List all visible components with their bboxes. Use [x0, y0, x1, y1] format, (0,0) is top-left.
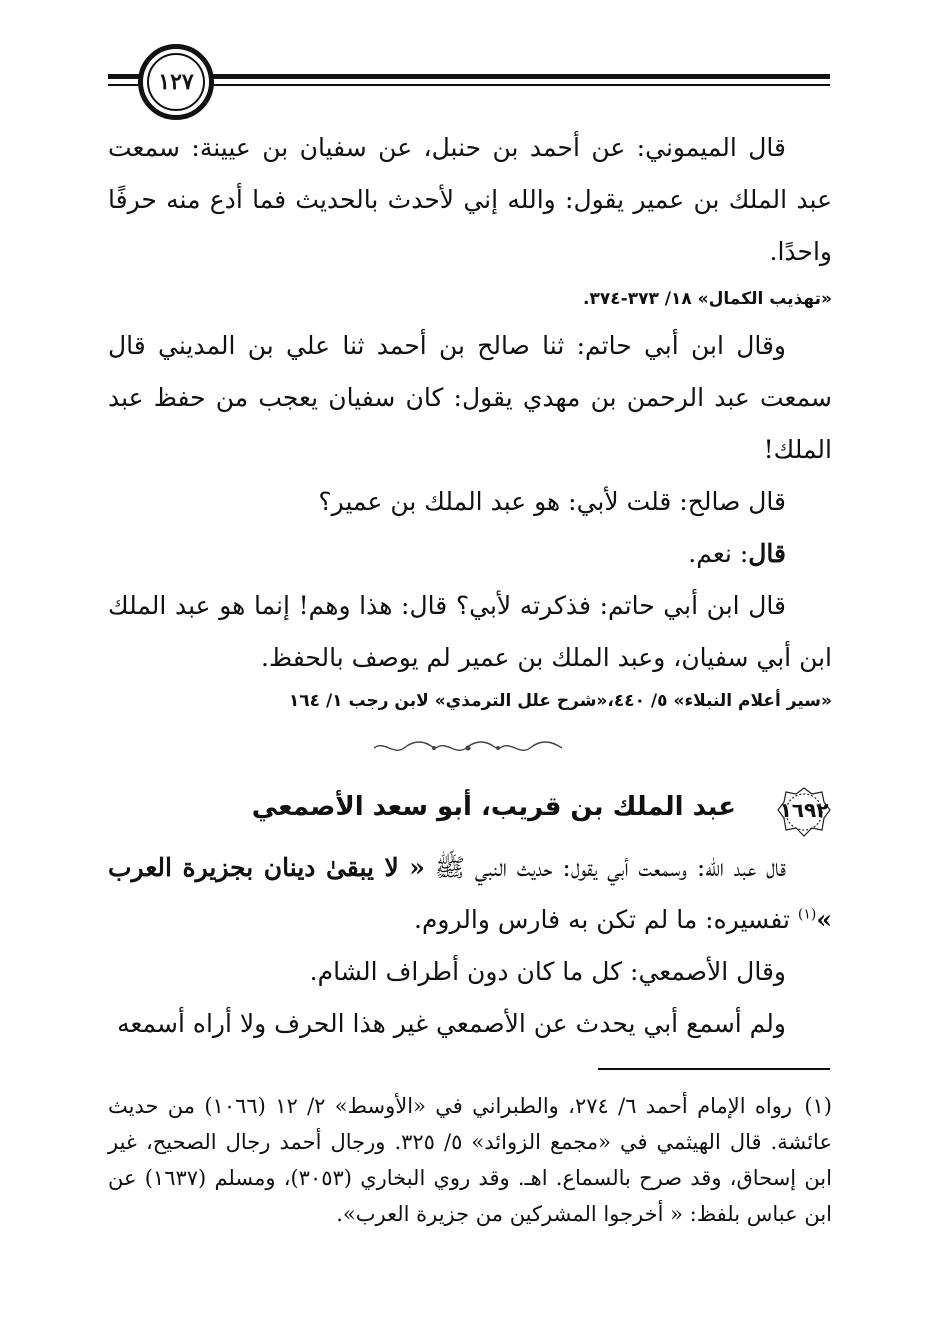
- paragraph-salih: قال صالح: قلت لأبي: هو عبد الملك بن عمير؟: [318, 487, 786, 516]
- footnote-number: (١): [804, 1094, 832, 1118]
- page-number-badge: [138, 44, 214, 120]
- paragraph-answer: [108, 528, 832, 580]
- citation-siyar: «سير أعلام النبلاء» ٥/ ٤٤٠،«شرح علل الترمذي» لابن رجب ١/ ١٦٤: [288, 691, 832, 711]
- citation-tahdhib: «تهذيب الكمال» ١٨/ ٣٧٣-٣٧٤.: [583, 289, 832, 309]
- paragraph-asmai: وقال الأصمعي: كل ما كان دون أطراف الشام.: [309, 957, 786, 986]
- paragraph-last: ولم أسمع أبي يحدث عن الأصمعي غير هذا الحرف ولا أراه أسمعه: [117, 1009, 786, 1038]
- ornament-divider-icon: [370, 740, 566, 756]
- header-rule-thick: [108, 74, 830, 79]
- paragraph-ibn-abi-hatim: وقال ابن أبي حاتم: ثنا صالح بن أحمد ثنا علي بن المديني قال سمعت عبد الرحمن بن مهدي يقول: كان سفيان يعجب من حفظ عبد الملك!: [108, 331, 832, 464]
- footnote-rule: [598, 1068, 830, 1070]
- entry-title: عبد الملك بن قريب، أبو سعد الأصمعي: [251, 792, 736, 822]
- entry-number-badge: [776, 786, 832, 838]
- footnote-text: رواه الإمام أحمد ٦/ ٢٧٤، والطبراني في «الأوسط» ٢/ ١٢ (١٠٦٦) من حديث عائشة. قال الهيثمي في «مجمع الزوائد» ٥/ ٣٢٥. ورجال أحمد رجال الصحيح، غير ابن إسحاق، وقد صرح بالسماع. اهـ. وقد روي البخاري (٣٠٥٣)، ومسلم (١٦٣٧) عن ابن عباس بلفظ: « أخرجوا المشركين من جزيرة العرب».: [108, 1094, 832, 1226]
- footnote: [108, 1088, 832, 1232]
- entry-number: ١٦٩٢: [779, 798, 829, 822]
- header-rule-thin: [108, 84, 830, 86]
- hadith-quote: « لا يبقىٰ دينان بجزيرة العرب »: [108, 853, 832, 934]
- paragraph-maymuni: قال الميموني: عن أحمد بن حنبل، عن سفيان بن عيينة: سمعت عبد الملك بن عمير يقول: والله إني لأحدث بالحديث فما أدع منه حرفًا واحدًا.: [108, 133, 832, 266]
- paragraph-wahm: قال ابن أبي حاتم: فذكرته لأبي؟ قال: هذا وهم! إنما هو عبد الملك ابن أبي سفيان، وعبد الملك بن عمير لم يوصف بالحفظ.: [108, 591, 832, 672]
- entry-header: [108, 786, 832, 838]
- answer-label: قال: [748, 539, 786, 568]
- page-number: ١٢٧: [147, 53, 205, 111]
- hadith-explanation: تفسيره: ما لم تكن به فارس والروم.: [414, 905, 798, 934]
- footnote-ref: (١): [797, 906, 817, 923]
- answer-text: : نعم.: [688, 539, 749, 568]
- section-ornament: [370, 740, 566, 756]
- paragraph-hadith: [108, 842, 832, 946]
- hadith-intro: قال عبد الله: وسمعت أبي يقول: حديث النبي ﷺ: [424, 853, 786, 882]
